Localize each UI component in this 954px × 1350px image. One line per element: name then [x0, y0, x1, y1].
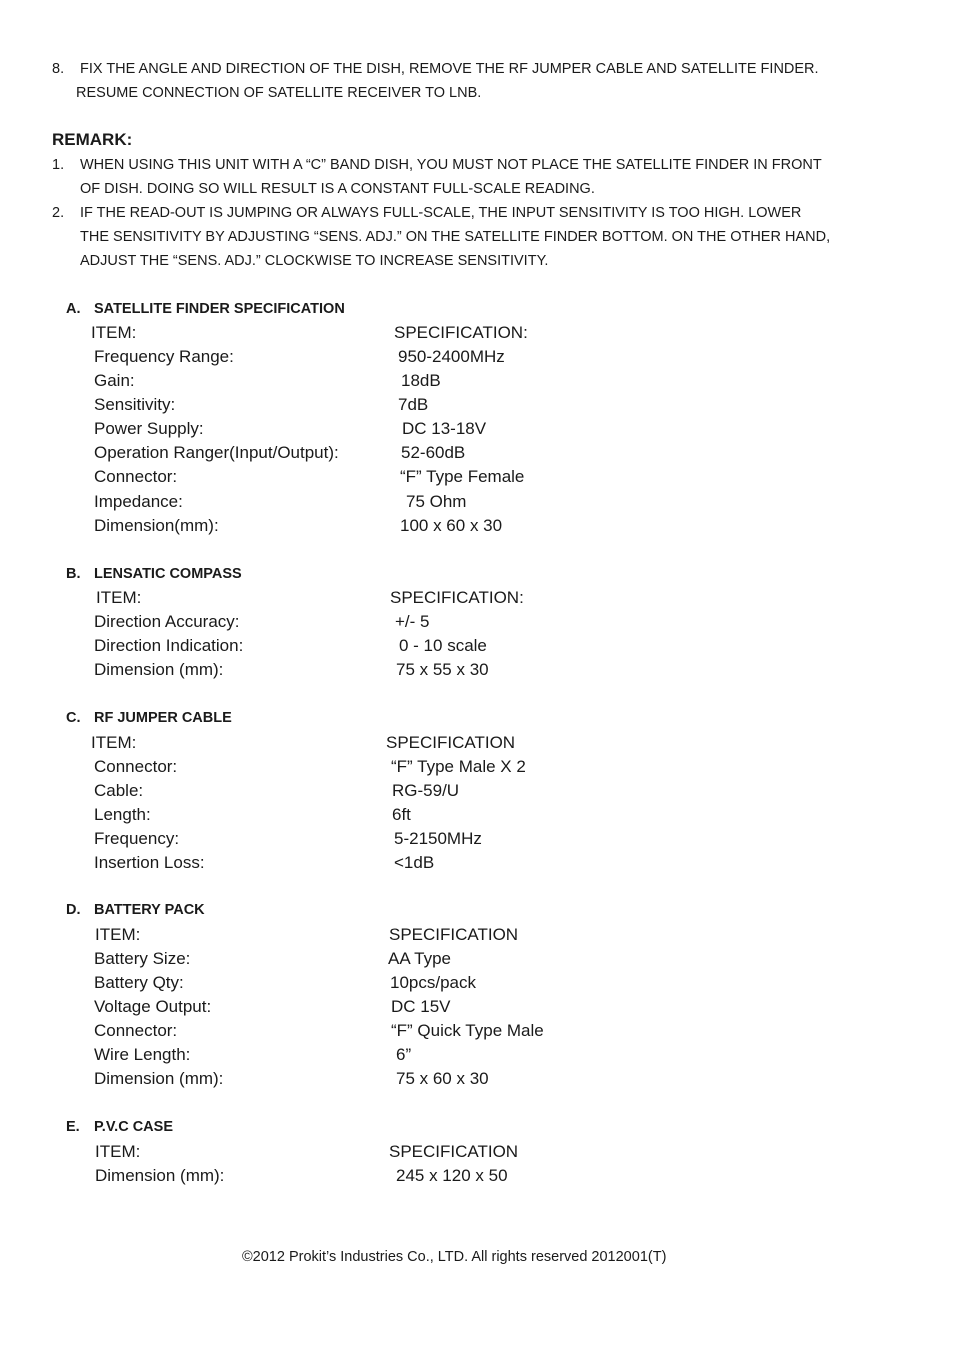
- section-c-row-item: Length:: [94, 805, 151, 824]
- section-c-row-spec: “F” Type Male X 2: [391, 757, 526, 776]
- step-8-number: 8.: [52, 61, 65, 77]
- section-a-row-spec: 950-2400MHz: [398, 347, 505, 366]
- section-e-spec-header: SPECIFICATION: [389, 1142, 519, 1161]
- section-d-row-item: Voltage Output:: [94, 997, 212, 1016]
- section-a-row-item: Power Supply:: [94, 419, 204, 438]
- remark-title: REMARK:: [52, 130, 133, 149]
- section-d-row-item: Wire Length:: [94, 1045, 191, 1064]
- section-a-title: SATELLITE FINDER SPECIFICATION: [94, 301, 345, 317]
- section-b-spec-header: SPECIFICATION:: [390, 588, 524, 607]
- section-a-row-item: Gain:: [94, 371, 135, 390]
- remark-1-line-2: OF DISH. DOING SO WILL RESULT IS A CONSTANT FULL-SCALE READING.: [80, 181, 595, 197]
- section-d-row-spec: “F” Quick Type Male: [391, 1021, 544, 1040]
- section-c-row-spec: 5-2150MHz: [394, 829, 482, 848]
- section-d-item-header: ITEM:: [95, 925, 141, 944]
- section-b-row-spec: 0 - 10 scale: [399, 636, 487, 655]
- remark-1-number: 1.: [52, 157, 65, 173]
- section-e-title: P.V.C CASE: [94, 1119, 173, 1135]
- section-a-row-spec: 7dB: [398, 395, 429, 414]
- section-c-title: RF JUMPER CABLE: [94, 710, 232, 726]
- section-c-item-header: ITEM:: [91, 733, 137, 752]
- section-d-row-item: Dimension (mm):: [94, 1069, 224, 1088]
- copyright-footer: ©2012 Prokit’s Industries Co., LTD. All rights reserved 2012001(T): [242, 1249, 667, 1265]
- section-e-letter: E.: [66, 1119, 80, 1135]
- section-a-row-spec: “F” Type Female: [400, 467, 525, 486]
- section-c-row-spec: 6ft: [392, 805, 411, 824]
- section-d-row-item: Battery Size:: [94, 949, 191, 968]
- section-b-row-item: Direction Accuracy:: [94, 612, 240, 631]
- section-d-row-spec: 10pcs/pack: [390, 973, 476, 992]
- section-d-title: BATTERY PACK: [94, 902, 205, 918]
- section-c-letter: C.: [66, 710, 81, 726]
- section-a-row-spec: 18dB: [401, 371, 441, 390]
- section-a-row-item: Sensitivity:: [94, 395, 176, 414]
- section-a-row-spec: 100 x 60 x 30: [400, 516, 503, 535]
- section-a-row-item: Dimension(mm):: [94, 516, 219, 535]
- section-c-row-item: Cable:: [94, 781, 144, 800]
- section-a-row-spec: 75 Ohm: [406, 492, 467, 511]
- section-b-row-spec: +/- 5: [395, 612, 430, 631]
- section-b-letter: B.: [66, 566, 81, 582]
- remark-2-number: 2.: [52, 205, 65, 221]
- section-e-row-item: Dimension (mm):: [95, 1166, 225, 1185]
- section-b-title: LENSATIC COMPASS: [94, 566, 242, 582]
- remark-2-line-3: ADJUST THE “SENS. ADJ.” CLOCKWISE TO INCREASE SENSITIVITY.: [80, 253, 549, 269]
- section-d-letter: D.: [66, 902, 81, 918]
- step-8-line-1: FIX THE ANGLE AND DIRECTION OF THE DISH, REMOVE THE RF JUMPER CABLE AND SATELLITE FINDER.: [80, 61, 819, 77]
- section-a-spec-header: SPECIFICATION:: [394, 323, 528, 342]
- section-a-item-header: ITEM:: [91, 323, 137, 342]
- remark-2-line-1: IF THE READ-OUT IS JUMPING OR ALWAYS FULL-SCALE, THE INPUT SENSITIVITY IS TOO HIGH. LOWER: [80, 205, 802, 221]
- section-a-row-item: Connector:: [94, 467, 178, 486]
- section-a-row-item: Frequency Range:: [94, 347, 234, 366]
- section-b-row-item: Direction Indication:: [94, 636, 244, 655]
- section-b-item-header: ITEM:: [96, 588, 142, 607]
- section-b-row-spec: 75 x 55 x 30: [396, 660, 489, 679]
- section-a-row-spec: 52-60dB: [401, 443, 466, 462]
- section-c-row-item: Frequency:: [94, 829, 180, 848]
- remark-2-line-2: THE SENSITIVITY BY ADJUSTING “SENS. ADJ.” ON THE SATELLITE FINDER BOTTOM. ON THE OTHER HAND,: [80, 229, 831, 245]
- step-8-line-2: RESUME CONNECTION OF SATELLITE RECEIVER TO LNB.: [76, 85, 482, 101]
- section-d-row-item: Battery Qty:: [94, 973, 184, 992]
- section-c-row-spec: RG-59/U: [392, 781, 460, 800]
- section-a-row-item: Operation Ranger(Input/Output):: [94, 443, 339, 462]
- section-e-row-spec: 245 x 120 x 50: [396, 1166, 508, 1185]
- section-c-spec-header: SPECIFICATION: [386, 733, 516, 752]
- section-e-item-header: ITEM:: [95, 1142, 141, 1161]
- section-d-row-spec: 75 x 60 x 30: [396, 1069, 489, 1088]
- section-d-row-spec: AA Type: [388, 949, 452, 968]
- section-d-row-spec: 6”: [396, 1045, 412, 1064]
- section-a-letter: A.: [66, 301, 81, 317]
- section-d-spec-header: SPECIFICATION: [389, 925, 519, 944]
- remark-1-line-1: WHEN USING THIS UNIT WITH A “C” BAND DISH, YOU MUST NOT PLACE THE SATELLITE FINDER IN FRONT: [80, 157, 822, 173]
- section-d-row-spec: DC 15V: [391, 997, 451, 1016]
- section-a-row-item: Impedance:: [94, 492, 183, 511]
- section-c-row-item: Connector:: [94, 757, 178, 776]
- section-c-row-item: Insertion Loss:: [94, 853, 205, 872]
- section-c-row-spec: <1dB: [394, 853, 435, 872]
- section-b-row-item: Dimension (mm):: [94, 660, 224, 679]
- section-d-row-item: Connector:: [94, 1021, 178, 1040]
- section-a-row-spec: DC 13-18V: [402, 419, 487, 438]
